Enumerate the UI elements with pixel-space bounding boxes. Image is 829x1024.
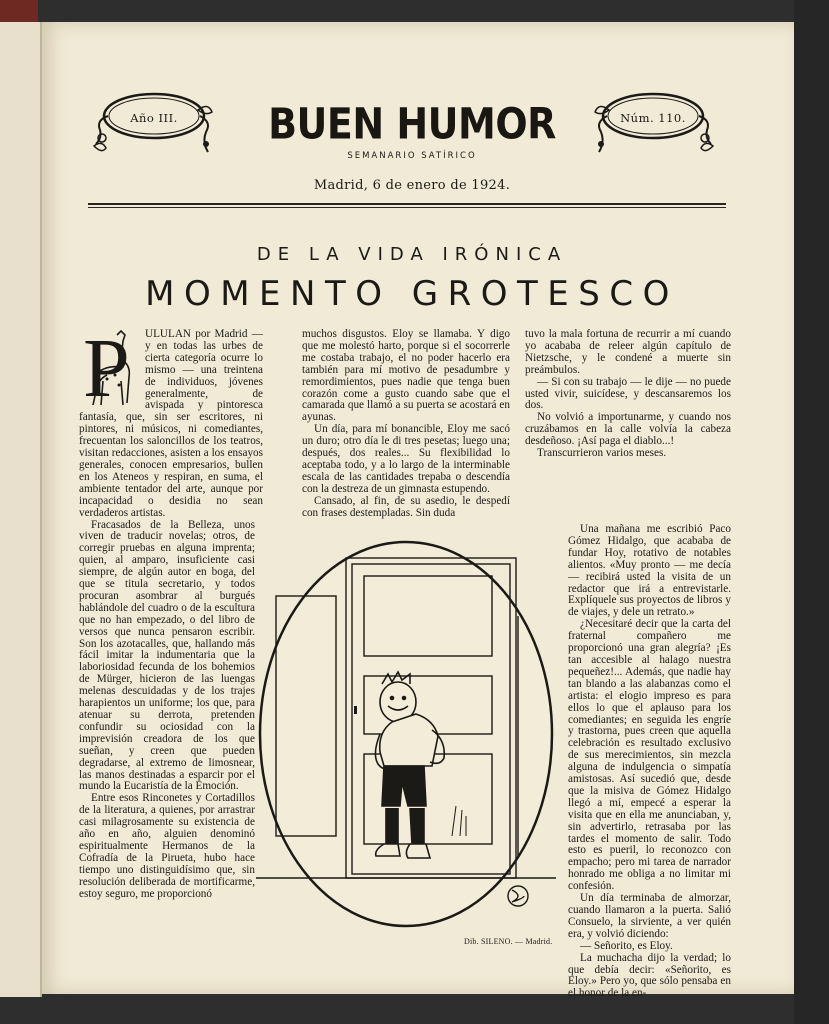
- magazine-page: [42, 22, 794, 1000]
- paragraph: muchos disgustos. Eloy se llamaba. Y digo que me molestó harto, porque si el socorrerle me costaba trabajo, el no poder hacerlo era también para mí motivo de pesadumbre y remordimientos, pues nadie que tenga buen corazón come a gusto cuando sabe que el camarada que llamó a su puerta se acostará en ayunas.: [302, 328, 510, 424]
- paragraph: La muchacha dijo la verdad; lo que debía decir: «Señorito, es Eloy.» Pero yo, que sólo pensaba en el honor de la en-: [568, 951, 731, 1000]
- cartoon-illustration: [256, 536, 556, 931]
- illustration-credit: Dib. SILENO. — Madrid.: [464, 937, 553, 946]
- paragraph: No volvió a importunarme, y cuando nos cruzábamos en la calle volvía la cabeza desdeñoso. ¡Así paga el diablo...!: [525, 411, 731, 448]
- paragraph: tuvo la mala fortuna de recurrir a mí cuando yo acababa de releer algún capítulo de Nietzsche, y le condené a muerte sin preámbulos.: [525, 328, 731, 376]
- issue-date: Madrid, 6 de enero de 1924.: [313, 178, 511, 193]
- article-column-3-continued: [568, 524, 731, 1000]
- issue-label: Núm. 110.: [620, 111, 686, 125]
- door-handle-icon: [354, 706, 357, 714]
- article-column-2: [302, 329, 510, 520]
- magazine-title: BUEN HUMOR: [268, 99, 556, 149]
- paragraph: Transcurrieron varios meses.: [537, 447, 667, 460]
- paragraph: — Si con su trabajo — le dije — no puede usted vivir, suicídese, y descansaremos los dos.: [525, 375, 731, 412]
- masthead-rule: [88, 203, 726, 205]
- article-kicker: DE LA VIDA IRÓNICA: [256, 244, 568, 265]
- issue-vignette: [589, 80, 717, 168]
- paragraph: Cansado, al fin, de su asedio, le despedí con frases destempladas. Sin duda: [302, 494, 510, 519]
- article-headline: MOMENTO GROTESCO: [145, 274, 679, 314]
- paragraph: Un día terminaba de almorzar, cuando llamaron a la puerta. Salió Consuelo, la sirviente, a ver quién era, y volvió diciendo:: [568, 892, 731, 940]
- article-column-1: [79, 322, 263, 901]
- dropcap-letter: P: [83, 322, 130, 415]
- year-vignette: [90, 80, 218, 168]
- paragraph: Entre esos Rinconetes y Cortadillos de la literatura, a quienes, por arrastrar casi milagrosamente su existencia de año en año, alguien denominó espiritualmente Hermanos de la Cofradía de la Pirueta, hubo hace tiempo uno distinguidísimo que, sin resolución deliberada de mortificarme, estoy seguro, me proporcionó: [79, 792, 255, 900]
- paragraph: ¿Necesitaré decir que la carta del fraternal compañero me proporcionó una gran alegría? ¡Es tan accesible al halago nuestra pequeñez!... Además, que nadie hay tan blando a las alabanzas como el artista: el elogio impreso es para ellos lo que el aplauso para los comediantes; en seguida les engríe y trastorna, pues creen que aquella celebración es resultado exclusivo de sus merecimientos, sin mezcla alguna de indulgencia o simpatía amistosas. Así sucedió que, desde que la misiva de Gómez Hidalgo llegó a mí, empecé a esperar la visita que en ella me anunciaban, y, sin advertirlo, retrasaba por las tardes el momento de salir. Todo esto es pueril, lo reconozco con empacho; pero mi tarea de narrador honrado me obliga a no limitar mi confesión.: [568, 618, 731, 893]
- paragraph: ULULAN por Madrid — y en todas las urbes de cierta categoría ocurre lo mismo — una treintena de individuos, jóvenes generalmente, de avispada y pintoresca fantasía, que, sin ser escritores, ni pintores, ni músicos, ni comediantes, frecuentan los saloncillos de los teatros, visitan redacciones, asisten a los ensayos generales, conocen empresarios, bullen en los Ateneos y respiran, en suma, el ambiente tentador del arte, aunque por incapacidad o desidia no sean verdaderos artistas.: [79, 328, 263, 519]
- dropcap: [77, 322, 141, 415]
- paragraph: Fracasados de la Belleza, unos viven de traducir novelas; otros, de corregir pruebas en alguna imprenta; quien, al amparo, insuficiente casi siempre, de algún autor en boga, del que se titula secretario, y todos procuran asombrar al burgués hablándole del cuadro o de la escultura que no han empezado, o del libro de versos que nunca pensaron escribir. Son los azotacalles, que, hallando más fácil imitar la indumentaria que la laboriosidad fecunda de los bohemios de Mürger, hicieron de las luengas melenas descuidadas y de los trajes harapientos un uniforme; los que, para atenuar su derrota, pretenden confundir su ociosidad con la imprevisión creadora de los que sueñan, y creen que pueden degradarse, al extremo de limosnear, las manos destinadas a esparcir por el mundo la Eucaristía de la Emoción.: [79, 518, 255, 793]
- article-column-3: [525, 329, 731, 460]
- scan-border: [794, 0, 829, 1024]
- year-label: Año III.: [130, 111, 178, 125]
- masthead-rule-thin: [88, 207, 726, 208]
- magazine-subtitle: SEMANARIO SATÍRICO: [347, 151, 477, 161]
- paragraph: Un día, para mí bonancible, Eloy me sacó un duro; otro día le di tres pesetas; luego una; después, dos reales... Su flexibilidad lo aceptaba todo, y a lo largo de la interminable escala de las cantidades trepaba o descendía con la destreza de un gimnasta estupendo.: [302, 423, 510, 495]
- paragraph: Una mañana me escribió Paco Gómez Hidalgo, que acababa de fundar Hoy, rotativo de notables alientos. «Muy pronto — me decía — recibirá usted la visita de un redactor que irá a entrevistarle. Explíquele sus proyectos de libros y de viajes, y dele un retrato.»: [568, 523, 731, 619]
- facing-page-edge: [0, 22, 42, 997]
- book-spine: [0, 0, 38, 22]
- paragraph: — Señorito, es Eloy.: [580, 939, 673, 952]
- artist-monogram-icon: [508, 886, 528, 906]
